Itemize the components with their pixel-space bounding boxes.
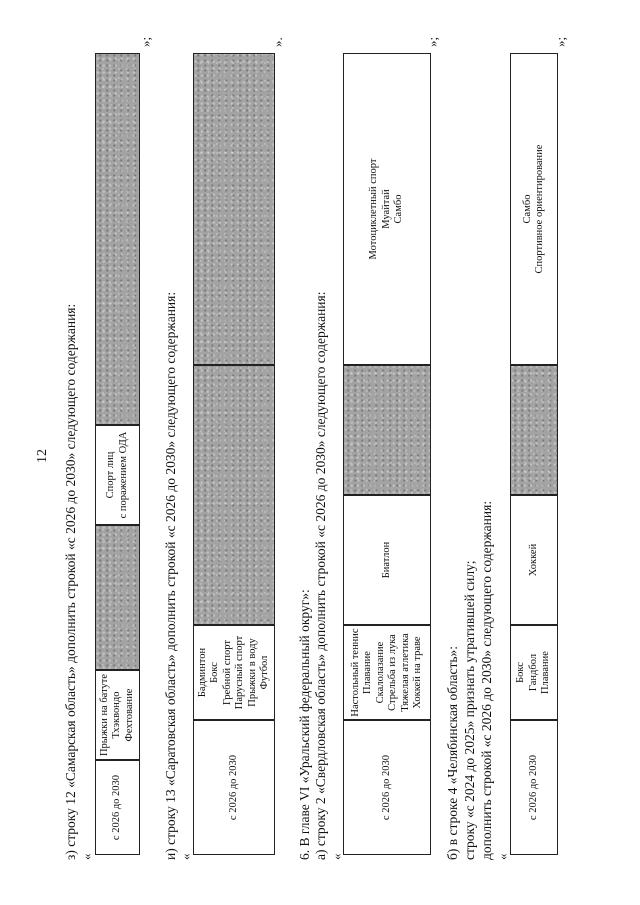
section-b-period: с 2026 до 2030 [527, 754, 539, 821]
section-z-sport: Фехтование [123, 688, 135, 742]
section-b-sport: Плавание [540, 651, 552, 694]
section-i-sports-cell [193, 625, 275, 720]
section-i-closing: ». [270, 37, 285, 47]
section-6-empty-cell [343, 365, 431, 495]
section-z-period-cell [95, 760, 140, 855]
section-6-winter-cell [343, 495, 431, 625]
section-b-line3: дополнить строкой «с 2026 до 2030» следующего содержания: [479, 500, 494, 860]
section-i-sport: Бадминтон [196, 647, 208, 698]
section-i-heading: и) строку 13 «Саратовская область» дополнить строкой «с 2026 до 2030» следующего содержания: [163, 291, 178, 860]
section-b-empty-cell [510, 365, 558, 495]
section-6-sport: Скалолазание [374, 641, 386, 704]
section-6-heading: а) строку 2 «Свердловская область» дополнить строкой «с 2026 до 2030» следующего содержания: [313, 291, 328, 860]
section-z-heading: з) строку 12 «Самарская область» дополнить строкой «с 2026 до 2030» следующего содержания: [63, 303, 78, 860]
section-b-closing: »; [553, 36, 568, 47]
section-i-open-quote: « [178, 853, 193, 860]
section-b-other-cell [510, 53, 558, 365]
section-z-sport: Прыжки на батуте [98, 673, 110, 757]
section-b-winter: Хоккей [527, 543, 539, 577]
section-z-sport: Тхэквондо [111, 691, 123, 739]
section-6-other: Муайтай [380, 189, 392, 229]
section-z-adaptive: Спорт лиц [105, 451, 116, 499]
section-6-period: с 2026 до 2030 [380, 754, 392, 821]
section-6-sport: Настольный теннис [349, 628, 361, 717]
section-b-line2: строку «с 2024 до 2025» признать утратившей силу; [462, 560, 477, 860]
section-b-sport: Гандбол [527, 653, 539, 692]
section-6-sports-cell [343, 625, 431, 720]
section-z-empty-cell [95, 53, 140, 425]
section-6-sport: Тяжелая атлетика [399, 633, 411, 712]
section-6-period-cell [343, 720, 431, 855]
section-6-open-quote: « [329, 853, 344, 860]
section-i-sport: Футбол [259, 655, 270, 690]
section-b-open-quote: « [495, 853, 510, 860]
section-i-period: с 2026 до 2030 [227, 754, 239, 821]
section-6-other-cell [343, 53, 431, 365]
section-i-empty-cell [193, 365, 275, 625]
section-z-adaptive-cell [95, 425, 140, 525]
section-6-other: Мотоциклетный спорт [368, 158, 380, 260]
section-b-sport: Бокс [515, 662, 527, 683]
section-6-sport: Хоккей на траве [412, 636, 423, 709]
page-number: 12 [35, 449, 50, 463]
section-i-sport: Парусный спорт [234, 635, 245, 710]
section-b-other: Спортивное ориентирование [534, 144, 545, 274]
section-z-open-quote: « [79, 853, 94, 860]
section-z-empty-cell [95, 525, 140, 670]
section-6-other: Самбо [393, 194, 405, 224]
section-b-period-cell [510, 720, 558, 855]
section-6-sport: Стрельба из лука [387, 634, 398, 711]
section-6-closing: »; [425, 36, 440, 47]
section-6-table [343, 53, 431, 855]
section-i-sport: Прыжки в воду [246, 638, 258, 707]
section-b-table [510, 53, 558, 855]
section-b-winter-cell [510, 495, 558, 625]
section-z-period: с 2026 до 2030 [111, 774, 123, 841]
section-i-sport: Бокс [209, 662, 220, 683]
section-6-chapter: 6. В главе VI «Уральский федеральный округ»: [297, 589, 312, 860]
section-6-sport: Плавание [362, 651, 373, 694]
section-b-sports-cell [510, 625, 558, 720]
section-b-other: Самбо [521, 194, 533, 224]
section-b-line1: б) в строке 4 «Челябинская область»: [445, 645, 460, 860]
section-i-period-cell [193, 720, 275, 855]
section-z-sports-cell [95, 670, 140, 760]
section-z-closing: »; [138, 36, 153, 47]
section-i-empty-cell [193, 53, 275, 365]
section-z-table [95, 53, 140, 855]
section-i-table [193, 53, 275, 855]
section-i-sport: Гребной спорт [221, 640, 233, 706]
section-z-adaptive: с поражением ОДА [117, 431, 129, 519]
section-6-winter: Биатлон [380, 541, 392, 579]
